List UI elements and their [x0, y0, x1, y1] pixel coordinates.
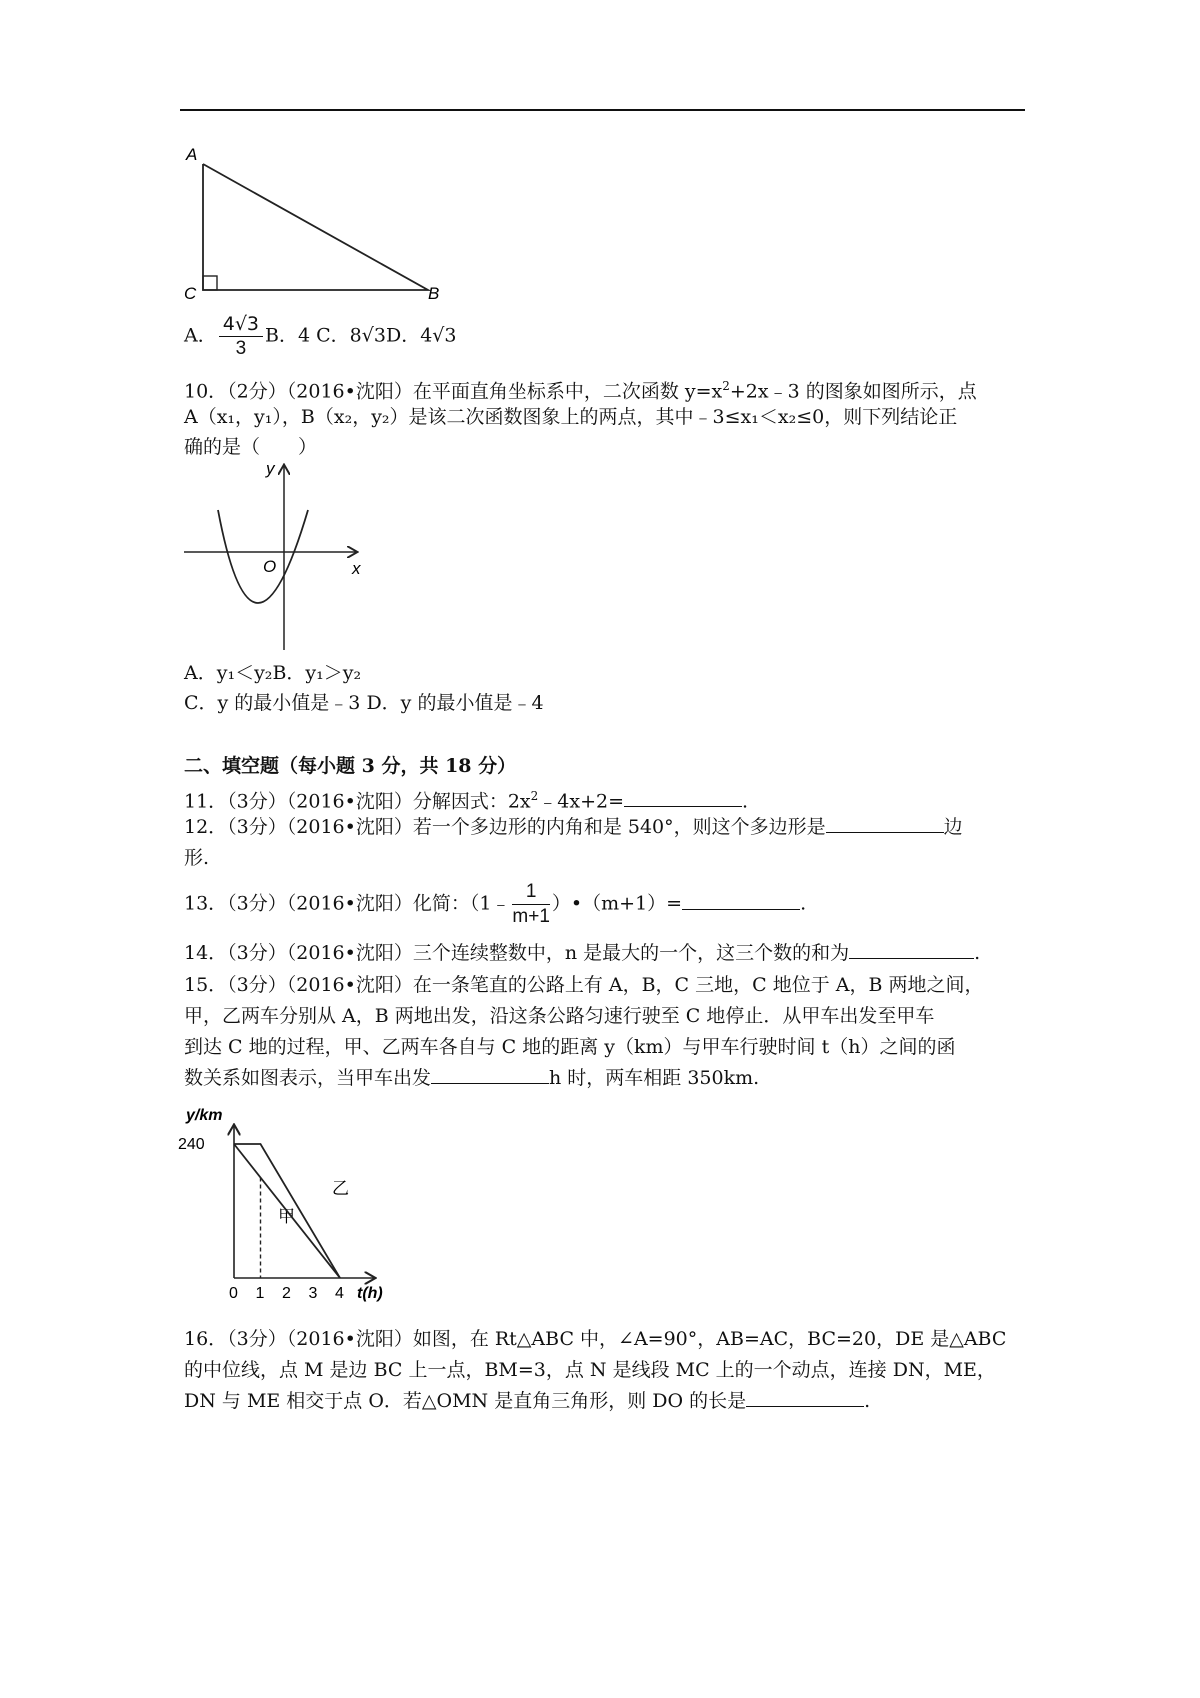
q15-answer-blank[interactable]: [431, 1065, 549, 1084]
q10-options-row2: [184, 690, 544, 716]
q10-option-b: B．y₁＞y₂: [272, 662, 362, 684]
distance-time-chart: [176, 1104, 406, 1316]
q16-line2: 的中位线，点 M 是边 BC 上一点，BM=3，点 N 是线段 MC 上的一个动点，连接 DN，ME，: [184, 1359, 996, 1381]
q9-option-b: B．4: [265, 324, 311, 347]
header-rule: [180, 109, 1025, 111]
series-label-jia: 甲: [278, 1207, 295, 1226]
q12-answer-blank[interactable]: [826, 814, 944, 833]
q10-option-c: C．y 的最小值是﹣3: [184, 692, 361, 714]
q9-option-a-label: A．: [184, 324, 217, 347]
x-tick-label: 2: [282, 1285, 291, 1302]
q12-line2: 形.: [184, 847, 210, 869]
q16-line3: DN 与 ME 相交于点 O．若△OMN 是直角三角形，则 DO 的长是 .: [184, 1390, 871, 1412]
parabola-figure: [176, 460, 376, 655]
vertex-a-label: A: [186, 145, 198, 164]
origin-label: O: [263, 557, 277, 576]
x-tick-label: 4: [335, 1285, 344, 1302]
q9-option-c: C．8√3: [316, 324, 386, 347]
x-tick-label: 1: [255, 1285, 265, 1302]
q11: 11．（3分）（2016•沈阳）分解因式：$2x^2﹣4x+2=$ .: [184, 789, 749, 813]
series-label-yi: 乙: [332, 1179, 349, 1198]
q16-answer-blank[interactable]: [746, 1388, 864, 1407]
q15-line3: 到达 C 地的过程，甲、乙两车各自与 C 地的距离 y（km）与甲车行驶时间 t（h）之间的函: [184, 1036, 956, 1058]
q13-fraction: $\frac{1}{m+1}$: [512, 881, 550, 927]
q13: 13．（3分）（2016•沈阳）化简：（1﹣ $\frac{1}{m+1}$ ）•（m+1）= .: [184, 881, 807, 927]
q13-answer-blank[interactable]: [682, 891, 800, 910]
x-tick-label: 3: [308, 1285, 318, 1302]
chart-y-axis-label: y/km: [186, 1107, 223, 1124]
chart-x-axis-label: t(h): [357, 1285, 383, 1302]
q16-line1: 16．（3分）（2016•沈阳）如图，在 Rt△ABC 中，∠A=90°，AB=AC，BC=20，DE 是△ABC: [184, 1328, 1007, 1350]
q15-line4: 数关系如图表示，当甲车出发 h 时，两车相距 350km.: [184, 1067, 760, 1089]
q10-line1: 10．（2分）（2016•沈阳）在平面直角坐标系中，二次函数 $y=x^2+2x﹣3$ 的图象如图所示，点: [184, 379, 977, 403]
series-line-yi: [234, 1144, 340, 1278]
q14: 14．（3分）（2016•沈阳）三个连续整数中，n 是最大的一个，这三个数的和为 .: [184, 942, 981, 964]
q10-line3: 确的是（ ）: [184, 436, 318, 458]
vertex-c-label: C: [184, 284, 197, 303]
q10-options-row1: [184, 660, 361, 686]
triangle-figure: [176, 142, 446, 307]
q9-options: [184, 312, 457, 361]
q10-line2: A（x₁，y₁），B（x₂，y₂）是该二次函数图象上的两点，其中﹣3≤x₁＜x₂≤0，则下列结论正: [184, 406, 958, 428]
q12-line1: 12．（3分）（2016•沈阳）若一个多边形的内角和是 540°，则这个多边形是 边: [184, 816, 963, 838]
vertex-b-label: B: [428, 284, 440, 303]
x-axis-label: x: [352, 559, 361, 578]
section-heading: 二、填空题（每小题 3 分，共 18 分）: [184, 755, 517, 777]
q9-option-a-fraction: $\frac{4√3}{3}$: [219, 312, 263, 361]
q15-line2: 甲，乙两车分别从 A，B 两地出发，沿这条公路匀速行驶至 C 地停止．从甲车出发至甲车: [184, 1005, 935, 1027]
q9-option-d: D．4√3: [385, 324, 457, 347]
x-tick-label: 0: [229, 1285, 238, 1302]
q10-option-a: A．y₁＜y₂: [184, 662, 273, 684]
q15-line1: 15．（3分）（2016•沈阳）在一条笔直的公路上有 A，B，C 三地，C 地位于 A，B 两地之间，: [184, 974, 984, 996]
q14-answer-blank[interactable]: [849, 940, 974, 959]
q11-answer-blank[interactable]: [624, 788, 742, 807]
y-tick-label: 240: [178, 1136, 205, 1153]
y-axis-label: y: [266, 460, 275, 478]
q10-option-d: D．y 的最小值是﹣4: [366, 692, 544, 714]
